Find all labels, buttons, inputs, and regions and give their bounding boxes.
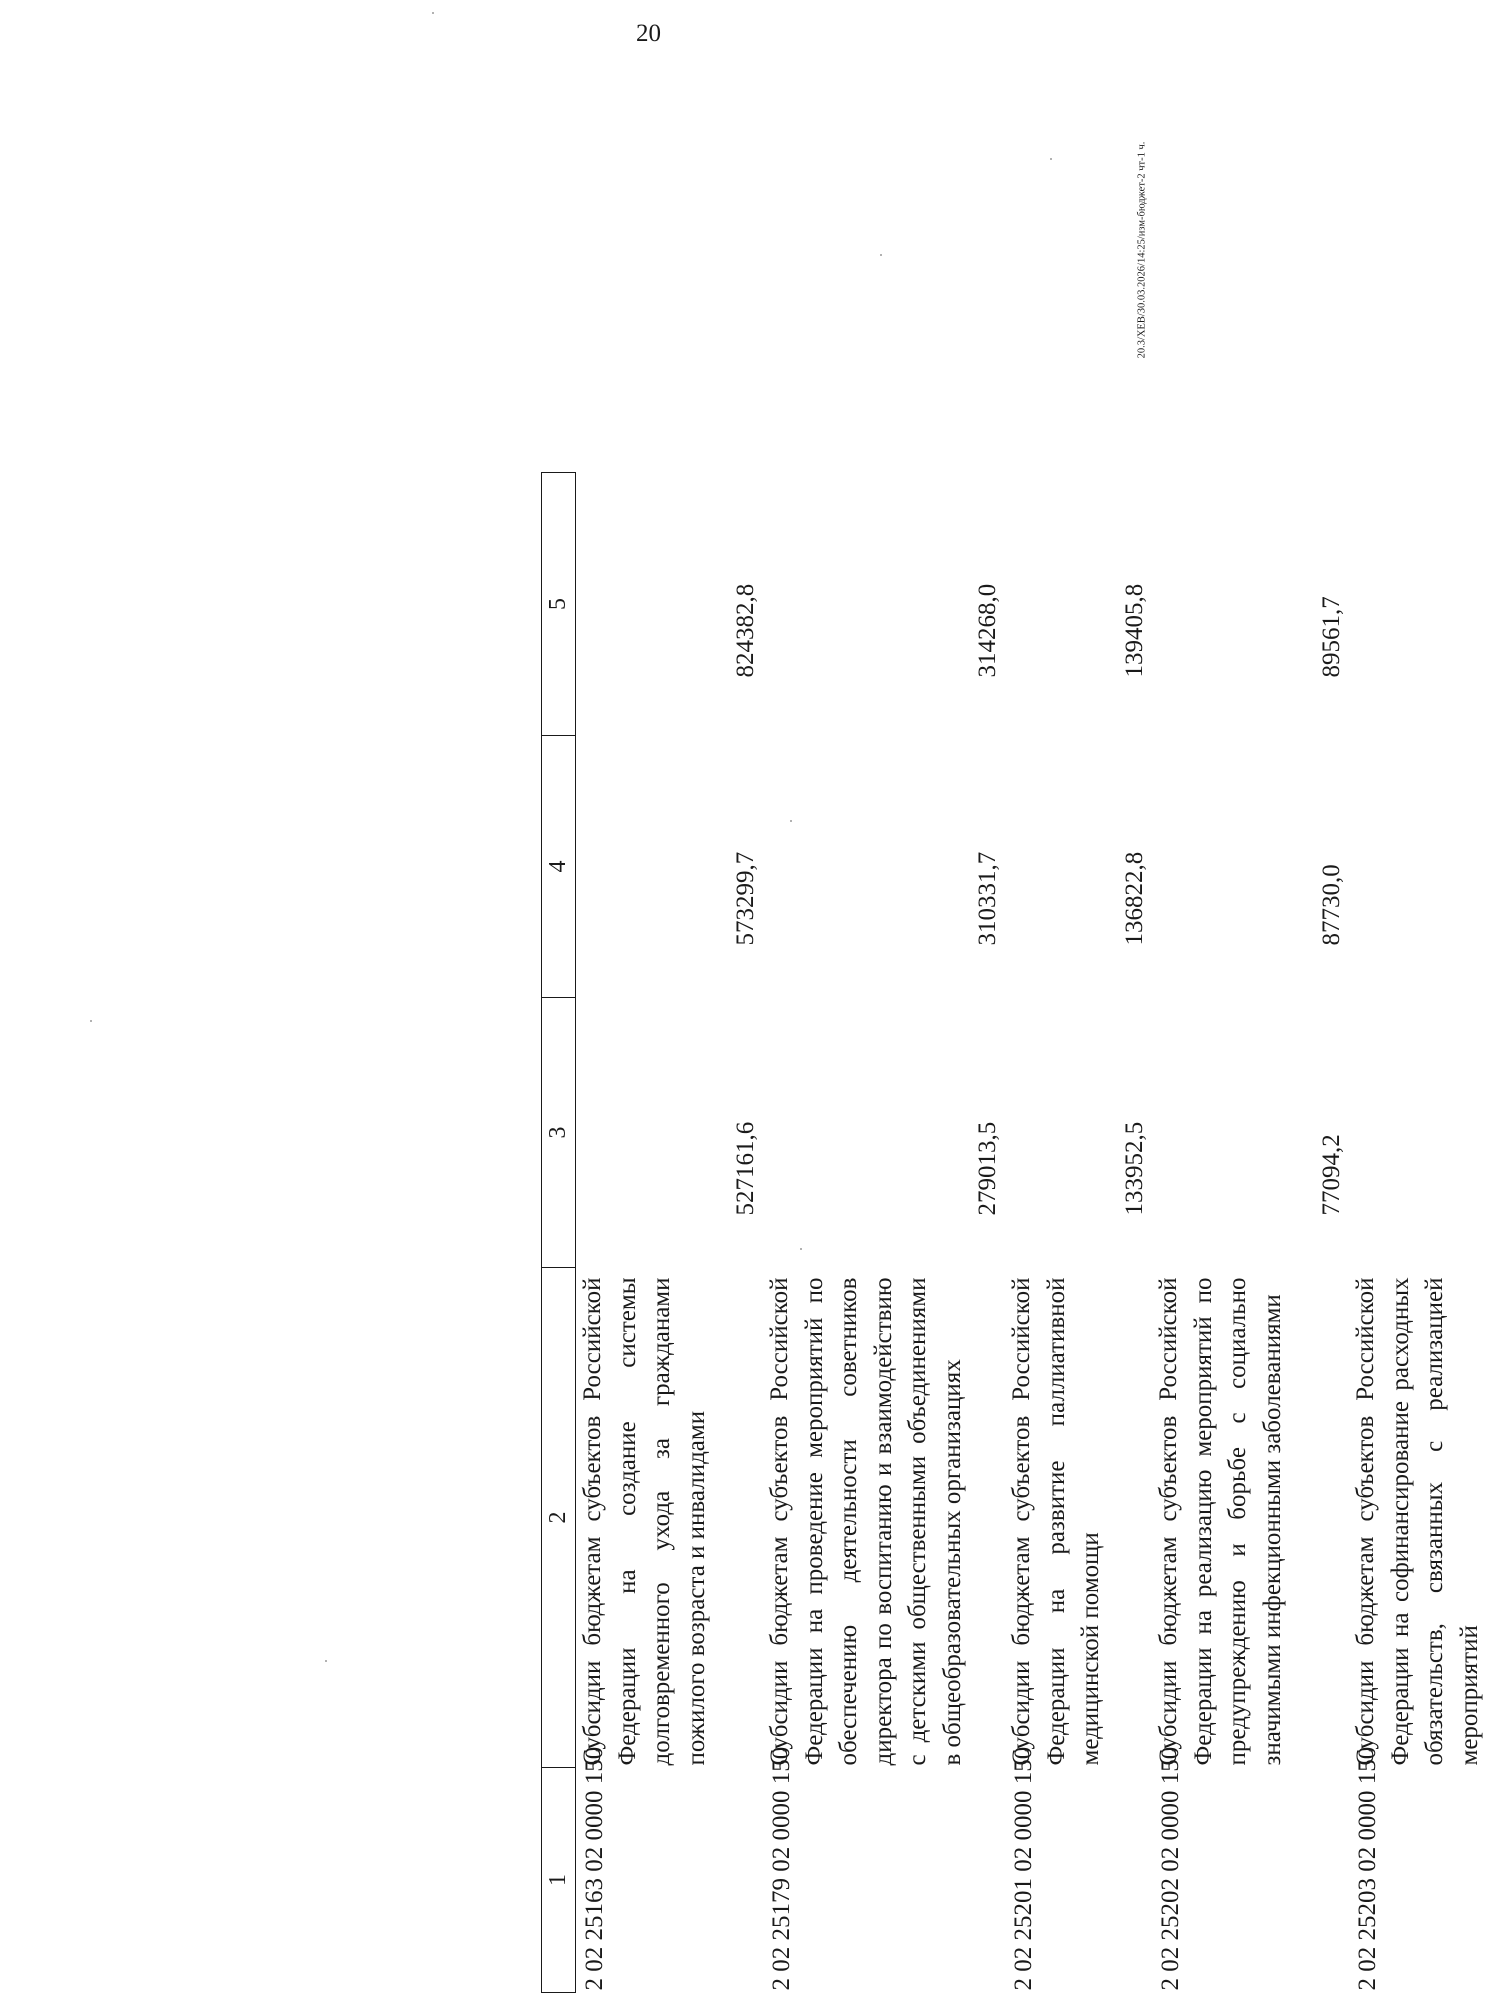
amount-column-5	[576, 473, 764, 736]
amount-column-4	[1005, 736, 1152, 998]
footer-stamp: 20.3/ХЕВ/30.03.2026/14:25/изм-бюджет-2 чт-1 ч.	[1136, 141, 1148, 359]
column-header-2: 2	[542, 1268, 576, 1768]
amount-column-4	[576, 736, 764, 998]
scan-speck	[90, 1020, 92, 1022]
table-header-row	[542, 473, 576, 1993]
scan-speck	[432, 12, 434, 14]
subsidy-description: Субсидии бюджетам субъектов Российской Федерации на софинансирование расходных обязательств, связанных с реализацией мероприятий	[1352, 1277, 1483, 1766]
scan-speck	[1050, 158, 1052, 160]
amount-value: 133952,5	[1120, 1121, 1148, 1216]
table-row	[1005, 473, 1152, 1993]
scan-speck	[880, 254, 882, 256]
amount-column-4	[763, 736, 1005, 998]
amount-column-4	[1152, 736, 1349, 998]
amount-value: 527161,6	[731, 1121, 759, 1216]
amount-value: 89561,7	[1317, 596, 1345, 678]
budget-table	[541, 472, 1487, 1993]
amount-column-3	[1152, 998, 1349, 1268]
column-header-3: 3	[542, 998, 576, 1268]
amount-value: 279013,5	[973, 1121, 1001, 1216]
budget-code: 2 02 25163 02 0000 150	[581, 1746, 609, 1991]
scan-speck	[325, 1660, 327, 1662]
amount-column-5	[1349, 473, 1487, 736]
table-row	[1152, 473, 1349, 1993]
column-header-4: 4	[542, 736, 576, 998]
column-header-1: 1	[542, 1768, 576, 1993]
subsidy-description: Субсидии бюджетам субъектов Российской Федерации на проведение мероприятий по обеспечению деятельности советников директора по воспитанию и взаимодействию с детскими общественными объединениями в общеобразовательных организациях	[766, 1277, 966, 1766]
budget-table-rotated	[541, 473, 1483, 1993]
subsidy-description: Субсидии бюджетам субъектов Российской Федерации на создание системы долговременного ухода за гражданами пожилого возраста и инвалидами	[579, 1277, 710, 1766]
subsidy-description: Субсидии бюджетам субъектов Российской Федерации на реализацию мероприятий по предупреждению и борьбе с социально значимыми инфекционными заболеваниями	[1155, 1277, 1286, 1766]
amount-value: 310331,7	[973, 851, 1001, 946]
table-row	[1349, 473, 1487, 1993]
budget-code: 2 02 25179 02 0000 150	[768, 1746, 796, 1991]
amount-value: 314268,0	[973, 583, 1001, 678]
amount-column-3	[763, 998, 1005, 1268]
amount-column-5	[1152, 473, 1349, 736]
amount-value: 77094,2	[1317, 1134, 1345, 1216]
page-number: 20	[636, 20, 661, 47]
subsidy-description: Субсидии бюджетам субъектов Российской Федерации на развитие паллиативной медицинской помощи	[1008, 1277, 1105, 1766]
amount-column-5	[763, 473, 1005, 736]
budget-code: 2 02 25201 02 0000 150	[1010, 1746, 1038, 1991]
table-row	[763, 473, 1005, 1993]
amount-column-3	[1005, 998, 1152, 1268]
table-row	[576, 473, 764, 1993]
amount-column-3	[576, 998, 764, 1268]
amount-value: 136822,8	[1120, 851, 1148, 946]
budget-code: 2 02 25202 02 0000 150	[1157, 1746, 1185, 1991]
amount-column-5	[1005, 473, 1152, 736]
budget-code: 2 02 25203 02 0000 150	[1354, 1746, 1382, 1991]
amount-value: 139405,8	[1120, 583, 1148, 678]
amount-value: 824382,8	[731, 583, 759, 678]
amount-value: 573299,7	[731, 851, 759, 946]
amount-column-4	[1349, 736, 1487, 998]
column-header-5: 5	[542, 473, 576, 736]
amount-value: 87730,0	[1317, 864, 1345, 946]
amount-column-3	[1349, 998, 1487, 1268]
